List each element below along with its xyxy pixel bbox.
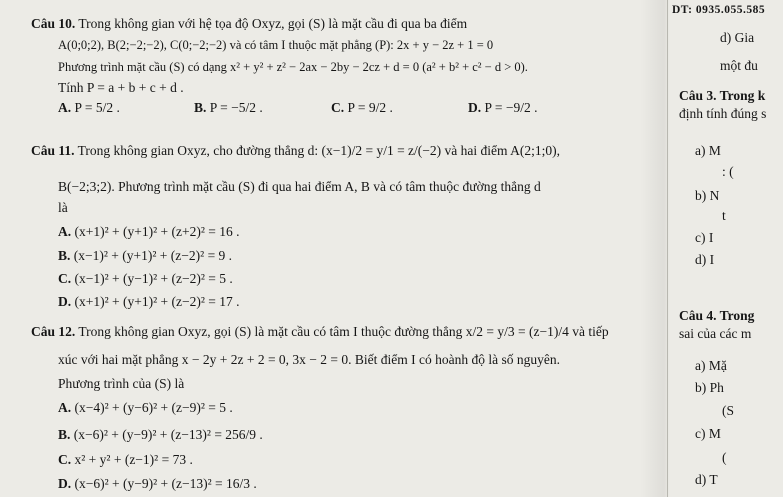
choice-text: P = 5/2 . bbox=[74, 100, 120, 115]
choice-text: x² + y² + (z−1)² = 73 . bbox=[74, 452, 193, 467]
right-line-10: d) I bbox=[695, 252, 715, 267]
choice-text: P = 9/2 . bbox=[347, 100, 393, 115]
right-line-17: ( bbox=[722, 450, 727, 465]
q10-line2: A(0;0;2), B(2;−2;−2), C(0;−2;−2) và có tâm I thuộc mặt phẳng (P): 2x + y − 2z + 1 = 0 bbox=[58, 38, 494, 52]
right-line-15: (S bbox=[722, 403, 735, 418]
q11-line1 bbox=[31, 143, 560, 159]
right-line-12: sai của các m bbox=[679, 326, 752, 341]
choice-letter: C. bbox=[331, 100, 345, 115]
choice-letter: A. bbox=[58, 100, 72, 115]
choice-text: (x−4)² + (y−6)² + (z−9)² = 5 . bbox=[74, 400, 233, 415]
right-line-1: d) Gia bbox=[720, 30, 755, 45]
header-phone: DT: 0935.055.585 bbox=[672, 4, 766, 16]
q11-choice-a bbox=[58, 224, 240, 240]
choice-letter: A. bbox=[58, 224, 72, 239]
choice-text: (x−1)² + (y−1)² + (z−2)² = 5 . bbox=[74, 271, 233, 286]
q12-line1 bbox=[31, 324, 609, 340]
right-line-14: b) Ph bbox=[695, 380, 724, 395]
choice-letter: B. bbox=[58, 248, 71, 263]
column-divider bbox=[667, 0, 668, 497]
right-line-18: d) T bbox=[695, 472, 718, 487]
q12-line3: Phương trình của (S) là bbox=[58, 376, 185, 391]
q10-line1 bbox=[31, 16, 467, 32]
q12-choice-a bbox=[58, 400, 233, 416]
q10-line4: Tính P = a + b + c + d . bbox=[58, 80, 184, 95]
choice-letter: D. bbox=[58, 294, 72, 309]
right-line-8: t bbox=[722, 208, 726, 223]
right-line-6: : ( bbox=[722, 164, 734, 179]
choice-text: P = −9/2 . bbox=[484, 100, 538, 115]
q12-choice-c bbox=[58, 452, 193, 468]
choice-letter: A. bbox=[58, 400, 72, 415]
choice-letter: C. bbox=[58, 452, 72, 467]
q12-choice-d bbox=[58, 476, 257, 492]
right-line-5: a) M bbox=[695, 143, 721, 158]
right-line-11: Câu 4. Trong bbox=[679, 308, 755, 323]
q10-choice-c bbox=[331, 100, 393, 116]
q11-choice-c bbox=[58, 271, 233, 287]
q12-label: Câu 12. bbox=[31, 324, 76, 339]
choice-text: (x−1)² + (y+1)² + (z−2)² = 9 . bbox=[73, 248, 233, 263]
q10-choice-d bbox=[468, 100, 538, 116]
q11-text1: Trong không gian Oxyz, cho đường thẳng d: (x−1)/2 = y/1 = z/(−2) và hai điểm A(2;1;0), bbox=[77, 143, 561, 158]
choice-text: (x−6)² + (y−9)² + (z−13)² = 256/9 . bbox=[73, 427, 263, 442]
choice-letter: B. bbox=[194, 100, 207, 115]
right-line-4: định tính đúng s bbox=[679, 106, 767, 121]
q10-label: Câu 10. bbox=[31, 16, 76, 31]
choice-letter: D. bbox=[468, 100, 482, 115]
page-fold-shadow bbox=[640, 0, 670, 497]
choice-text: (x−6)² + (y−9)² + (z−13)² = 16/3 . bbox=[74, 476, 257, 491]
q11-line2: B(−2;3;2). Phương trình mặt cầu (S) đi qua hai điểm A, B và có tâm thuộc đường thẳng d bbox=[58, 179, 541, 194]
right-line-13: a) Mặ bbox=[695, 358, 727, 373]
q11-line3: là bbox=[58, 200, 68, 215]
q11-choice-d bbox=[58, 294, 240, 310]
right-line-3: Câu 3. Trong k bbox=[679, 88, 766, 103]
q11-label: Câu 11. bbox=[31, 143, 75, 158]
q10-choice-b bbox=[194, 100, 263, 116]
choice-text: (x+1)² + (y+1)² + (z+2)² = 16 . bbox=[74, 224, 240, 239]
q12-choice-b bbox=[58, 427, 263, 443]
choice-text: P = −5/2 . bbox=[209, 100, 263, 115]
right-line-7: b) N bbox=[695, 188, 720, 203]
q10-choice-a bbox=[58, 100, 120, 116]
choice-letter: B. bbox=[58, 427, 71, 442]
q11-choice-b bbox=[58, 248, 232, 264]
q12-line2: xúc với hai mặt phẳng x − 2y + 2z + 2 = 0, 3x − 2 = 0. Biết điểm I có hoành độ là số nguyên. bbox=[58, 352, 560, 367]
choice-letter: C. bbox=[58, 271, 72, 286]
q10-text1: Trong không gian với hệ tọa độ Oxyz, gọi (S) là mặt cầu đi qua ba điểm bbox=[78, 16, 468, 31]
right-line-2: một đu bbox=[720, 58, 758, 73]
choice-text: (x+1)² + (y+1)² + (z−2)² = 17 . bbox=[74, 294, 240, 309]
q10-line3: Phương trình mặt cầu (S) có dạng x² + y² + z² − 2ax − 2by − 2cz + d = 0 (a² + b² + c² − d > 0). bbox=[58, 60, 528, 74]
right-line-9: c) I bbox=[695, 230, 714, 245]
right-line-16: c) M bbox=[695, 426, 721, 441]
q12-text1: Trong không gian Oxyz, gọi (S) là mặt cầu có tâm I thuộc đường thẳng x/2 = y/3 = (z−1)/4 và tiếp bbox=[78, 324, 609, 339]
choice-letter: D. bbox=[58, 476, 72, 491]
